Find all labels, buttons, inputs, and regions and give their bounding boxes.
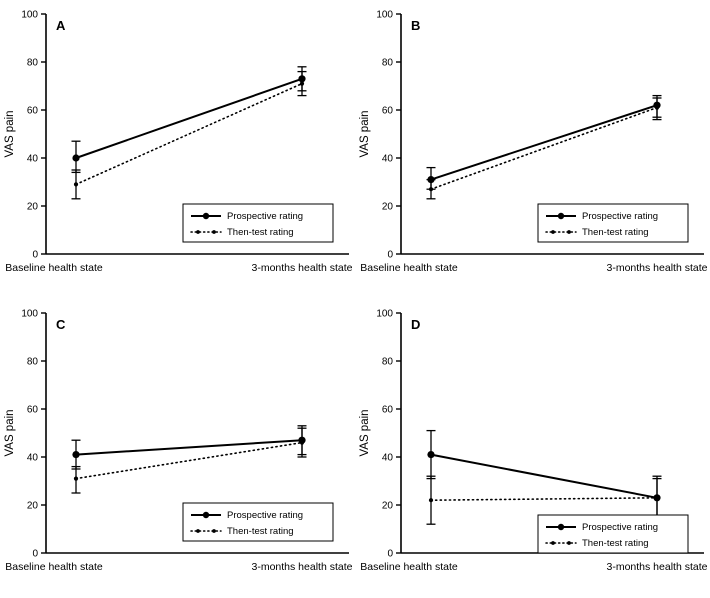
y-tick-label: 100: [21, 308, 38, 320]
data-point: [74, 182, 78, 186]
y-axis-title: VAS pain: [4, 409, 16, 457]
y-tick-label: 100: [21, 9, 38, 21]
y-tick-label: 20: [26, 500, 38, 512]
y-tick-label: 20: [26, 201, 38, 213]
y-axis-title: VAS pain: [4, 110, 16, 158]
x-category-label: Baseline health state: [5, 262, 103, 274]
legend-label-then-test: Then-test rating: [227, 526, 294, 538]
legend-label-then-test: Then-test rating: [582, 227, 649, 239]
chart-C: [0, 299, 355, 598]
panel-letter: D: [411, 317, 421, 332]
y-tick-label: 60: [381, 404, 393, 416]
legend-marker-then-test: [196, 529, 200, 533]
y-tick-label: 100: [376, 308, 393, 320]
panel-D: [355, 299, 710, 598]
data-point: [427, 176, 434, 183]
y-tick-label: 0: [387, 249, 393, 261]
panel-C: [0, 299, 355, 598]
data-point: [427, 451, 434, 458]
legend-marker-then-test: [212, 230, 216, 234]
legend-marker-then-test: [212, 529, 216, 533]
legend-marker-then-test: [551, 541, 555, 545]
legend-label-prospective: Prospective rating: [227, 510, 304, 522]
legend-marker-prospective: [558, 213, 564, 219]
x-category-label: Baseline health state: [360, 262, 458, 274]
legend-label-then-test: Then-test rating: [227, 227, 294, 239]
y-tick-label: 100: [376, 9, 393, 21]
y-tick-label: 40: [26, 153, 38, 165]
legend: [183, 204, 333, 242]
y-tick-label: 80: [381, 356, 393, 368]
y-tick-label: 40: [381, 452, 393, 464]
legend-marker-prospective: [203, 213, 209, 219]
y-tick-label: 20: [381, 500, 393, 512]
legend-label-then-test: Then-test rating: [582, 538, 649, 550]
y-tick-label: 0: [387, 548, 393, 560]
x-category-label: 3-months health state: [251, 561, 353, 573]
legend-marker-then-test: [551, 230, 555, 234]
legend-marker-prospective: [558, 524, 564, 530]
y-tick-label: 60: [26, 105, 38, 117]
data-point: [298, 437, 305, 444]
legend-label-prospective: Prospective rating: [582, 211, 659, 223]
y-tick-label: 80: [26, 356, 38, 368]
chart-A: [0, 0, 355, 299]
chart-B: [355, 0, 710, 299]
y-tick-label: 40: [381, 153, 393, 165]
y-tick-label: 80: [26, 57, 38, 69]
series-line-then-test: [431, 108, 657, 190]
y-tick-label: 60: [381, 105, 393, 117]
legend-marker-prospective: [203, 512, 209, 518]
x-category-label: Baseline health state: [5, 561, 103, 573]
series-line-prospective: [76, 79, 302, 158]
legend-marker-then-test: [567, 541, 571, 545]
panel-A: [0, 0, 355, 299]
y-tick-label: 40: [26, 452, 38, 464]
legend: [183, 503, 333, 541]
panel-letter: A: [56, 18, 66, 33]
legend: [538, 515, 688, 553]
panel-B: [355, 0, 710, 299]
x-category-label: Baseline health state: [360, 561, 458, 573]
legend: [538, 204, 688, 242]
y-axis-title: VAS pain: [359, 409, 371, 457]
y-tick-label: 0: [32, 548, 38, 560]
data-point: [72, 154, 79, 161]
y-tick-label: 60: [26, 404, 38, 416]
data-point: [429, 187, 433, 191]
legend-label-prospective: Prospective rating: [227, 211, 304, 223]
y-tick-label: 80: [381, 57, 393, 69]
y-tick-label: 0: [32, 249, 38, 261]
panel-letter: C: [56, 317, 66, 332]
x-category-label: 3-months health state: [606, 561, 708, 573]
legend-marker-then-test: [196, 230, 200, 234]
series-line-prospective: [431, 455, 657, 498]
data-point: [74, 477, 78, 481]
series-line-then-test: [431, 498, 657, 500]
series-line-prospective: [431, 105, 657, 179]
legend-marker-then-test: [567, 230, 571, 234]
y-tick-label: 20: [381, 201, 393, 213]
panel-letter: B: [411, 18, 421, 33]
y-axis-title: VAS pain: [359, 110, 371, 158]
data-point: [653, 102, 660, 109]
legend-label-prospective: Prospective rating: [582, 522, 659, 534]
series-line-then-test: [76, 84, 302, 185]
data-point: [653, 494, 660, 501]
chart-D: [355, 299, 710, 598]
x-category-label: 3-months health state: [606, 262, 708, 274]
x-category-label: 3-months health state: [251, 262, 353, 274]
data-point: [298, 75, 305, 82]
data-point: [429, 498, 433, 502]
data-point: [72, 451, 79, 458]
